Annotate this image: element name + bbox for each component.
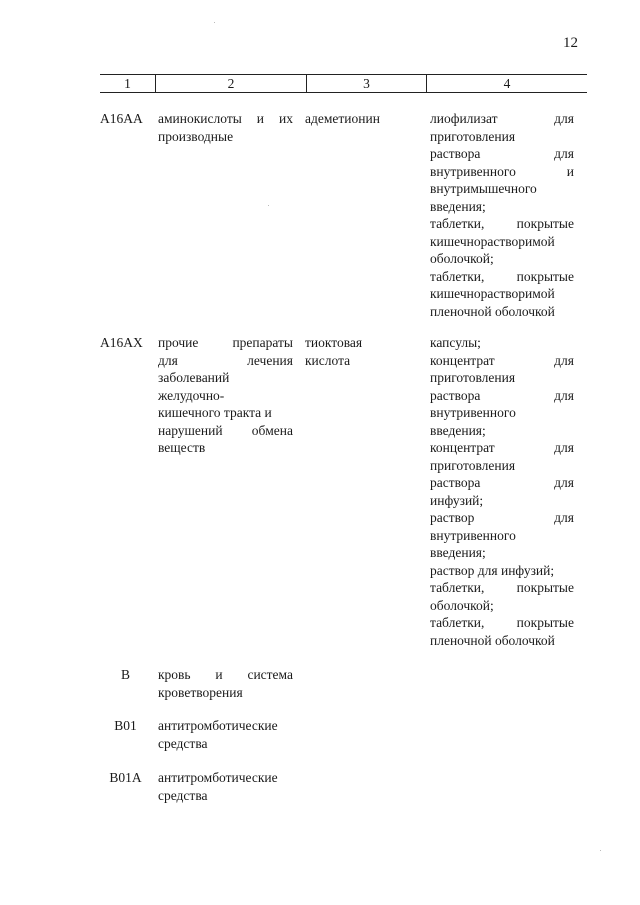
text-line [430,163,574,181]
text-line: пленочной оболочкой [430,303,555,319]
text-line: внутривенного [430,527,516,543]
text-word: аминокислоты [158,111,242,126]
text-line: введения; [430,198,486,214]
text-word: кровь [158,667,191,682]
text-line [158,666,293,684]
text-word: препараты [232,335,293,350]
text-word: для [554,510,574,525]
group-name [158,334,293,457]
text-line: кислота [305,352,351,368]
text-line [430,614,574,632]
text-line [430,474,574,492]
scan-speck [600,850,601,851]
text-word: их [279,111,293,126]
text-line: приготовления [430,457,516,473]
text-line: тиоктовая [305,335,363,350]
text-word: лиофилизат [430,111,498,126]
text-word: раствора [430,146,481,161]
text-word: система [247,667,293,682]
text-word: для [554,111,574,126]
text-line: пленочной оболочкой [430,632,555,648]
text-word: для [554,146,574,161]
dosage-forms [430,334,574,649]
text-line: средства [158,787,208,803]
text-word: лечения [247,352,293,368]
text-line: веществ [158,440,206,455]
text-word: таблетки, [430,216,485,231]
text-line [430,110,574,128]
text-word: таблетки, [430,615,485,630]
text-line [430,268,574,286]
drug-name [305,334,420,369]
text-word: и [215,667,223,682]
text-line: внутримышечного [430,181,537,196]
text-word: покрытые [516,615,574,630]
text-word: покрытые [516,580,574,595]
text-line: введения; [430,422,486,438]
text-line: кишечного тракта и [158,405,272,420]
text-line: оболочкой; [430,251,494,266]
text-line: антитромботические [158,718,278,733]
text-line: оболочкой; [430,597,494,613]
text-line: инфузий; [430,492,484,508]
table-header [100,74,587,93]
text-line: приготовления [430,370,516,385]
text-word: таблетки, [430,268,485,284]
text-word: обмена [251,422,293,438]
text-word: внутривенного [430,163,516,179]
text-line [430,387,574,405]
text-word: для [554,440,574,455]
text-line: желудочно- [158,387,225,403]
text-word: таблетки, [430,580,485,595]
group-name [158,666,293,701]
text-line: средства [158,735,208,751]
text-line: капсулы; [430,335,481,350]
column-header-4: 4 [426,75,587,92]
text-word: концентрат [430,440,495,455]
text-line [430,215,574,233]
text-word: для [554,475,574,490]
text-line [158,110,293,128]
text-word: прочие [158,335,199,350]
dosage-forms [430,110,574,320]
atc-code: B [120,667,130,682]
text-line [430,352,574,370]
atc-code: A16AX [100,335,143,350]
group-name [158,110,293,145]
text-line [158,422,293,440]
group-name [158,769,293,804]
text-line [430,579,574,597]
text-word: раствора [430,475,481,490]
text-line: внутривенного [430,405,516,420]
text-line: производные [158,128,234,144]
text-line [430,509,574,527]
text-word: покрытые [516,216,574,231]
text-word: для [158,352,178,368]
text-word: нарушений [158,422,223,438]
page-number: 12 [563,35,578,51]
text-word: раствор [430,510,475,525]
atc-code: A16AA [100,111,143,126]
text-line: раствор для инфузий; [430,562,555,578]
text-line [158,334,293,352]
column-header-2: 2 [155,75,306,92]
text-line: кишечнорастворимой [430,286,555,301]
text-word: концентрат [430,352,495,368]
atc-code: B01 [114,718,137,733]
text-line [430,145,574,163]
column-header-1: 1 [124,76,131,91]
text-line: кроветворения [158,684,243,700]
text-line [158,352,293,370]
text-line: кишечнорастворимой [430,233,555,249]
text-line: приготовления [430,128,516,144]
text-word: и [256,111,265,126]
text-word: и [566,163,574,179]
text-line: антитромботические [158,770,278,785]
text-word: раствора [430,387,481,403]
text-line: заболеваний [158,370,230,385]
column-header-3: 3 [306,75,426,92]
text-line [430,439,574,457]
text-word: для [554,387,574,403]
scan-speck [268,205,269,206]
text-word: покрытые [516,268,574,284]
atc-code: B01A [109,770,142,785]
group-name [158,717,293,752]
scan-speck [214,22,215,23]
text-line: адеметионин [305,111,380,126]
text-word: для [554,352,574,368]
drug-name [305,110,420,128]
text-line: введения; [430,545,486,560]
